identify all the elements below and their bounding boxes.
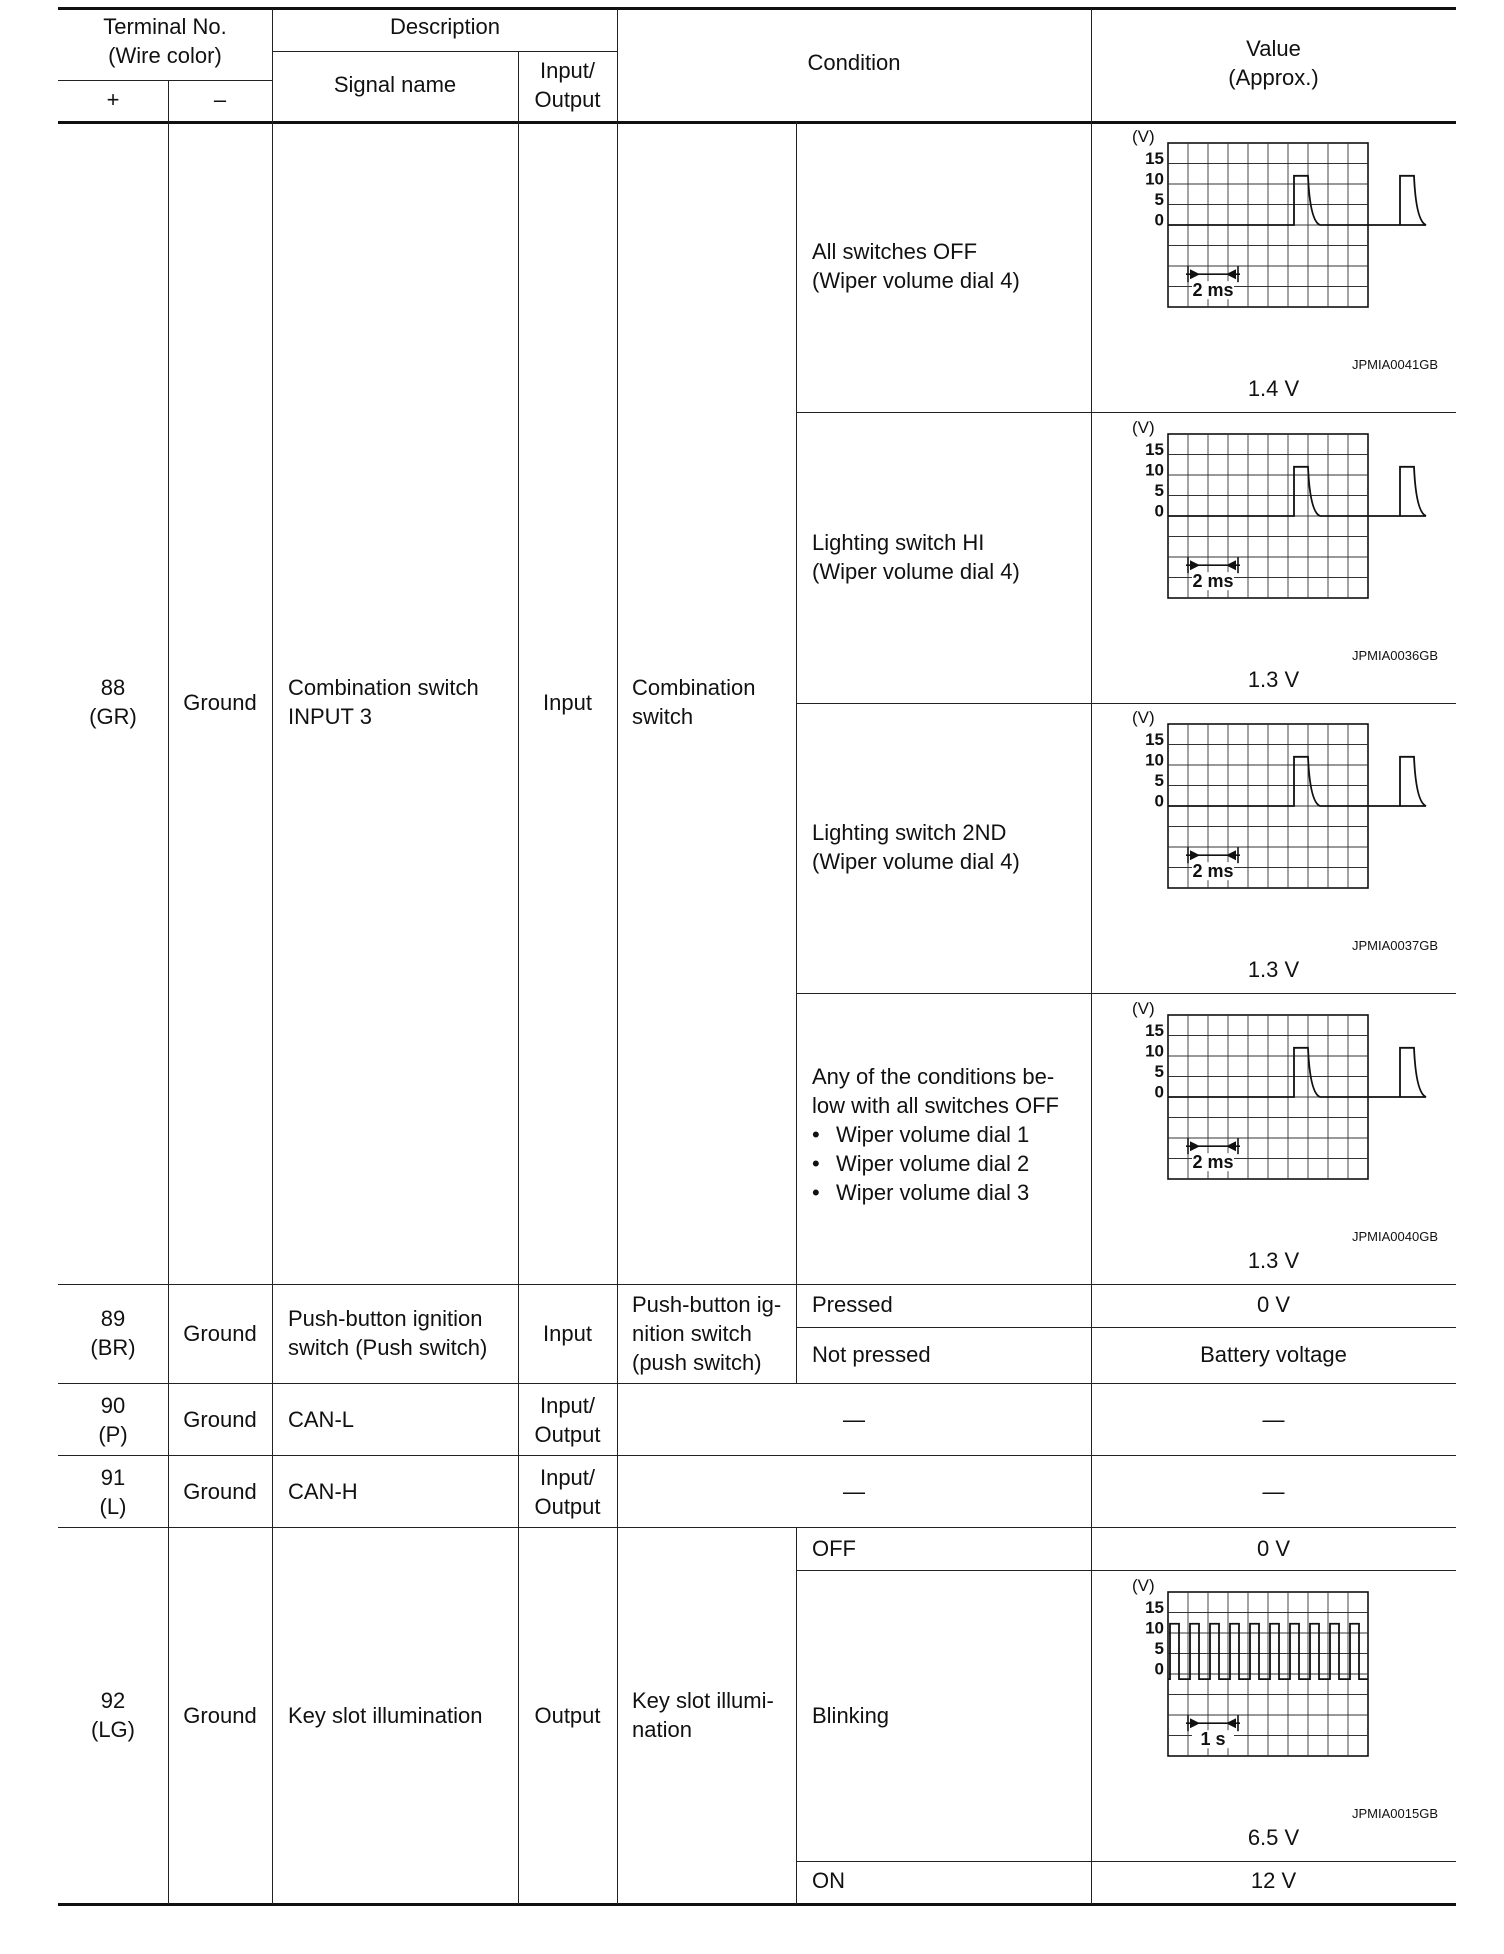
row-88-sub1-value: 1.3 V: [1247, 667, 1300, 692]
header-plus: +: [106, 87, 120, 112]
row-88-signal-line2: INPUT 3: [288, 704, 372, 729]
col-line-condition: [617, 9, 618, 1904]
arrow-left-icon: [1226, 269, 1236, 279]
col-line-signal: [272, 9, 273, 1904]
row-88-sub0-value: 1.4 V: [1247, 376, 1300, 401]
header-signal-name: Signal name: [333, 72, 457, 97]
row-88-sub0-condition-line1: All switches OFF: [812, 239, 978, 264]
row-88-sub2-figure-code: JPMIA0037GB: [1352, 938, 1438, 953]
row-88-condition-line1: Combination: [632, 675, 756, 700]
waveform-pulse-jpmia0040gb: [1130, 1000, 1430, 1240]
axis-tick-label: 5: [1154, 771, 1164, 790]
col-line-subcondition-a: [796, 121, 797, 1383]
row-91-bottom: [58, 1527, 1456, 1528]
row-89-divider: [796, 1327, 1456, 1328]
bullet-wiper-volume-dial-1: • Wiper volume dial 1: [812, 1120, 1029, 1149]
axis-tick-label: 0: [1154, 501, 1164, 521]
oscilloscope-graph: [1130, 1000, 1430, 1240]
header-bottom-border: [58, 121, 1456, 124]
row-92-divider-2: [796, 1861, 1456, 1862]
row-88-terminal: 88: [100, 675, 126, 700]
header-io-line2: Output: [534, 87, 601, 112]
row-90-signal: CAN-L: [288, 1407, 355, 1432]
row-88-sub1-figure-code: JPMIA0036GB: [1352, 648, 1438, 663]
row-89-wire: (BR): [90, 1335, 136, 1360]
row-89-value-pressed: 0 V: [1256, 1292, 1291, 1317]
time-scale-label: 2 ms: [1192, 861, 1234, 882]
row-88-divider-1: [796, 412, 1456, 413]
row-89-signal-line2: switch (Push switch): [288, 1335, 488, 1360]
axis-tick-label: 5: [1154, 1639, 1164, 1658]
row-92-value-on: 12 V: [1250, 1868, 1297, 1893]
row-92-figure-code: JPMIA0015GB: [1352, 1806, 1438, 1821]
col-line-io: [518, 51, 519, 1904]
axis-unit-label: (V): [1132, 709, 1155, 727]
axis-tick-label: 0: [1154, 1659, 1164, 1679]
header-io-line1: Input/: [539, 58, 596, 83]
row-88-wire: (GR): [89, 704, 137, 729]
header-condition: Condition: [807, 50, 901, 75]
axis-tick-label: 15: [1145, 1021, 1164, 1040]
axis-tick-label: 0: [1154, 1082, 1164, 1102]
row-89-condition-line3: (push switch): [632, 1350, 762, 1375]
axis-tick-label: 10: [1145, 169, 1164, 189]
axis-tick-label: 15: [1145, 149, 1164, 168]
row-92-condition-line1: Key slot illumi-: [632, 1688, 774, 1713]
waveform-pulse-jpmia0037gb: [1130, 709, 1430, 949]
row-92-wire: (LG): [91, 1717, 135, 1742]
header-terminal-no: Terminal No.: [103, 14, 227, 39]
bullet-wiper-volume-dial-3: • Wiper volume dial 3: [812, 1178, 1029, 1207]
axis-tick-label: 15: [1145, 440, 1164, 459]
arrow-right-icon: [1190, 560, 1200, 570]
row-88-sub1-condition-line2: (Wiper volume dial 4): [812, 559, 1020, 584]
row-92-value-off: 0 V: [1256, 1536, 1291, 1561]
row-91-io-line2: Output: [534, 1494, 601, 1519]
table-top-border: [58, 7, 1456, 10]
arrow-left-icon: [1226, 560, 1236, 570]
row-92-minus: Ground: [183, 1703, 257, 1728]
row-90-terminal: 90: [100, 1393, 126, 1418]
row-89-condition-line2: nition switch: [632, 1321, 752, 1346]
row-88-sub0-figure-code: JPMIA0041GB: [1352, 357, 1438, 372]
arrow-left-icon: [1226, 1718, 1236, 1728]
arrow-right-icon: [1190, 1718, 1200, 1728]
row-92-condition-blinking: Blinking: [812, 1703, 890, 1728]
axis-tick-label: 15: [1145, 730, 1164, 749]
time-scale-label: 2 ms: [1192, 280, 1234, 301]
row-90-io-line1: Input/: [539, 1393, 596, 1418]
row-88-sub3-bullet-list: [812, 1120, 1029, 1207]
row-88-condition-line2: switch: [632, 704, 694, 729]
oscilloscope-graph: [1130, 709, 1430, 949]
row-91-minus: Ground: [183, 1479, 257, 1504]
axis-unit-label: (V): [1132, 1000, 1155, 1018]
waveform-pulse-jpmia0041gb: [1130, 128, 1430, 368]
row-91-condition: —: [843, 1479, 865, 1504]
row-88-sub0-condition-line2: (Wiper volume dial 4): [812, 268, 1020, 293]
header-value: Value: [1246, 36, 1301, 61]
axis-tick-label: 10: [1145, 1041, 1164, 1061]
row-88-sub3-condition-line1: Any of the conditions be-: [812, 1064, 1055, 1089]
arrow-right-icon: [1190, 850, 1200, 860]
row-90-condition: —: [843, 1407, 865, 1432]
axis-tick-label: 0: [1154, 210, 1164, 230]
table-bottom-border: [58, 1903, 1456, 1906]
row-88-sub2-condition-line2: (Wiper volume dial 4): [812, 849, 1020, 874]
axis-unit-label: (V): [1132, 1577, 1155, 1595]
bullet-wiper-volume-dial-2: • Wiper volume dial 2: [812, 1149, 1029, 1178]
header-description: Description: [389, 14, 501, 39]
header-wire-color: (Wire color): [108, 43, 222, 68]
arrow-right-icon: [1190, 269, 1200, 279]
row-89-condition-line1: Push-button ig-: [632, 1292, 782, 1317]
row-89-minus: Ground: [183, 1321, 257, 1346]
row-88-sub2-condition-line1: Lighting switch 2ND: [812, 820, 1007, 845]
row-89-condition-pressed: Pressed: [812, 1292, 893, 1317]
row-90-bottom: [58, 1455, 1456, 1456]
row-92-signal: Key slot illumination: [288, 1703, 483, 1728]
axis-tick-label: 10: [1145, 460, 1164, 480]
axis-unit-label: (V): [1132, 128, 1155, 146]
header-minus: –: [213, 87, 227, 112]
signal-trace: [1168, 176, 1426, 225]
oscilloscope-graph: [1130, 128, 1430, 368]
row-90-wire: (P): [98, 1422, 128, 1447]
arrow-left-icon: [1226, 1141, 1236, 1151]
row-91-signal: CAN-H: [288, 1479, 358, 1504]
row-88-divider-3: [796, 993, 1456, 994]
col-line-subcondition-b: [796, 1527, 797, 1904]
row-90-value: —: [1262, 1407, 1285, 1432]
row-92-value-blinking: 6.5 V: [1247, 1825, 1300, 1850]
row-92-terminal: 92: [100, 1688, 126, 1713]
col-line-minus: [168, 80, 169, 1904]
row-88-io: Input: [543, 690, 592, 715]
terminal-divider: [58, 80, 272, 81]
row-88-sub3-figure-code: JPMIA0040GB: [1352, 1229, 1438, 1244]
row-92-condition-off: OFF: [812, 1536, 856, 1561]
row-88-minus: Ground: [183, 690, 257, 715]
header-approx: (Approx.): [1228, 65, 1319, 90]
description-divider: [272, 51, 618, 52]
oscilloscope-graph: [1130, 419, 1430, 659]
row-88-divider-2: [796, 703, 1456, 704]
row-91-wire: (L): [99, 1494, 127, 1519]
axis-tick-label: 0: [1154, 791, 1164, 811]
waveform-pulse-jpmia0036gb: [1130, 419, 1430, 659]
row-88-sub2-value: 1.3 V: [1247, 957, 1300, 982]
axis-tick-label: 10: [1145, 1618, 1164, 1638]
time-scale-label: 1 s: [1200, 1729, 1226, 1750]
row-89-signal-line1: Push-button ignition: [288, 1306, 483, 1331]
row-88-bottom: [58, 1284, 1456, 1285]
row-89-value-not-pressed: Battery voltage: [1200, 1342, 1347, 1367]
row-92-io: Output: [534, 1703, 601, 1728]
row-89-terminal: 89: [100, 1306, 126, 1331]
axis-unit-label: (V): [1132, 419, 1155, 437]
arrow-right-icon: [1190, 1141, 1200, 1151]
signal-trace: [1168, 1048, 1426, 1097]
row-91-value: —: [1262, 1479, 1285, 1504]
time-scale-label: 2 ms: [1192, 571, 1234, 592]
row-91-io-line1: Input/: [539, 1465, 596, 1490]
axis-tick-label: 15: [1145, 1598, 1164, 1617]
row-89-io: Input: [543, 1321, 592, 1346]
row-88-sub1-condition-line1: Lighting switch HI: [812, 530, 985, 555]
row-89-condition-not-pressed: Not pressed: [812, 1342, 931, 1367]
row-91-terminal: 91: [100, 1465, 126, 1490]
row-92-condition-line2: nation: [632, 1717, 692, 1742]
arrow-left-icon: [1226, 850, 1236, 860]
time-scale-label: 2 ms: [1192, 1152, 1234, 1173]
row-92-divider-1: [796, 1570, 1456, 1571]
row-88-sub3-condition-line2: low with all switches OFF: [812, 1093, 1059, 1118]
axis-tick-label: 5: [1154, 1062, 1164, 1081]
row-92-condition-on: ON: [812, 1868, 845, 1893]
oscilloscope-graph: [1130, 1577, 1430, 1817]
row-90-minus: Ground: [183, 1407, 257, 1432]
waveform-square-jpmia0015gb: [1130, 1577, 1430, 1817]
signal-trace: [1168, 467, 1426, 516]
axis-tick-label: 10: [1145, 750, 1164, 770]
axis-tick-label: 5: [1154, 481, 1164, 500]
row-88-signal-line1: Combination switch: [288, 675, 479, 700]
row-88-sub3-value: 1.3 V: [1247, 1248, 1300, 1273]
signal-trace: [1168, 757, 1426, 806]
row-89-bottom: [58, 1383, 1456, 1384]
axis-tick-label: 5: [1154, 190, 1164, 209]
row-90-io-line2: Output: [534, 1422, 601, 1447]
